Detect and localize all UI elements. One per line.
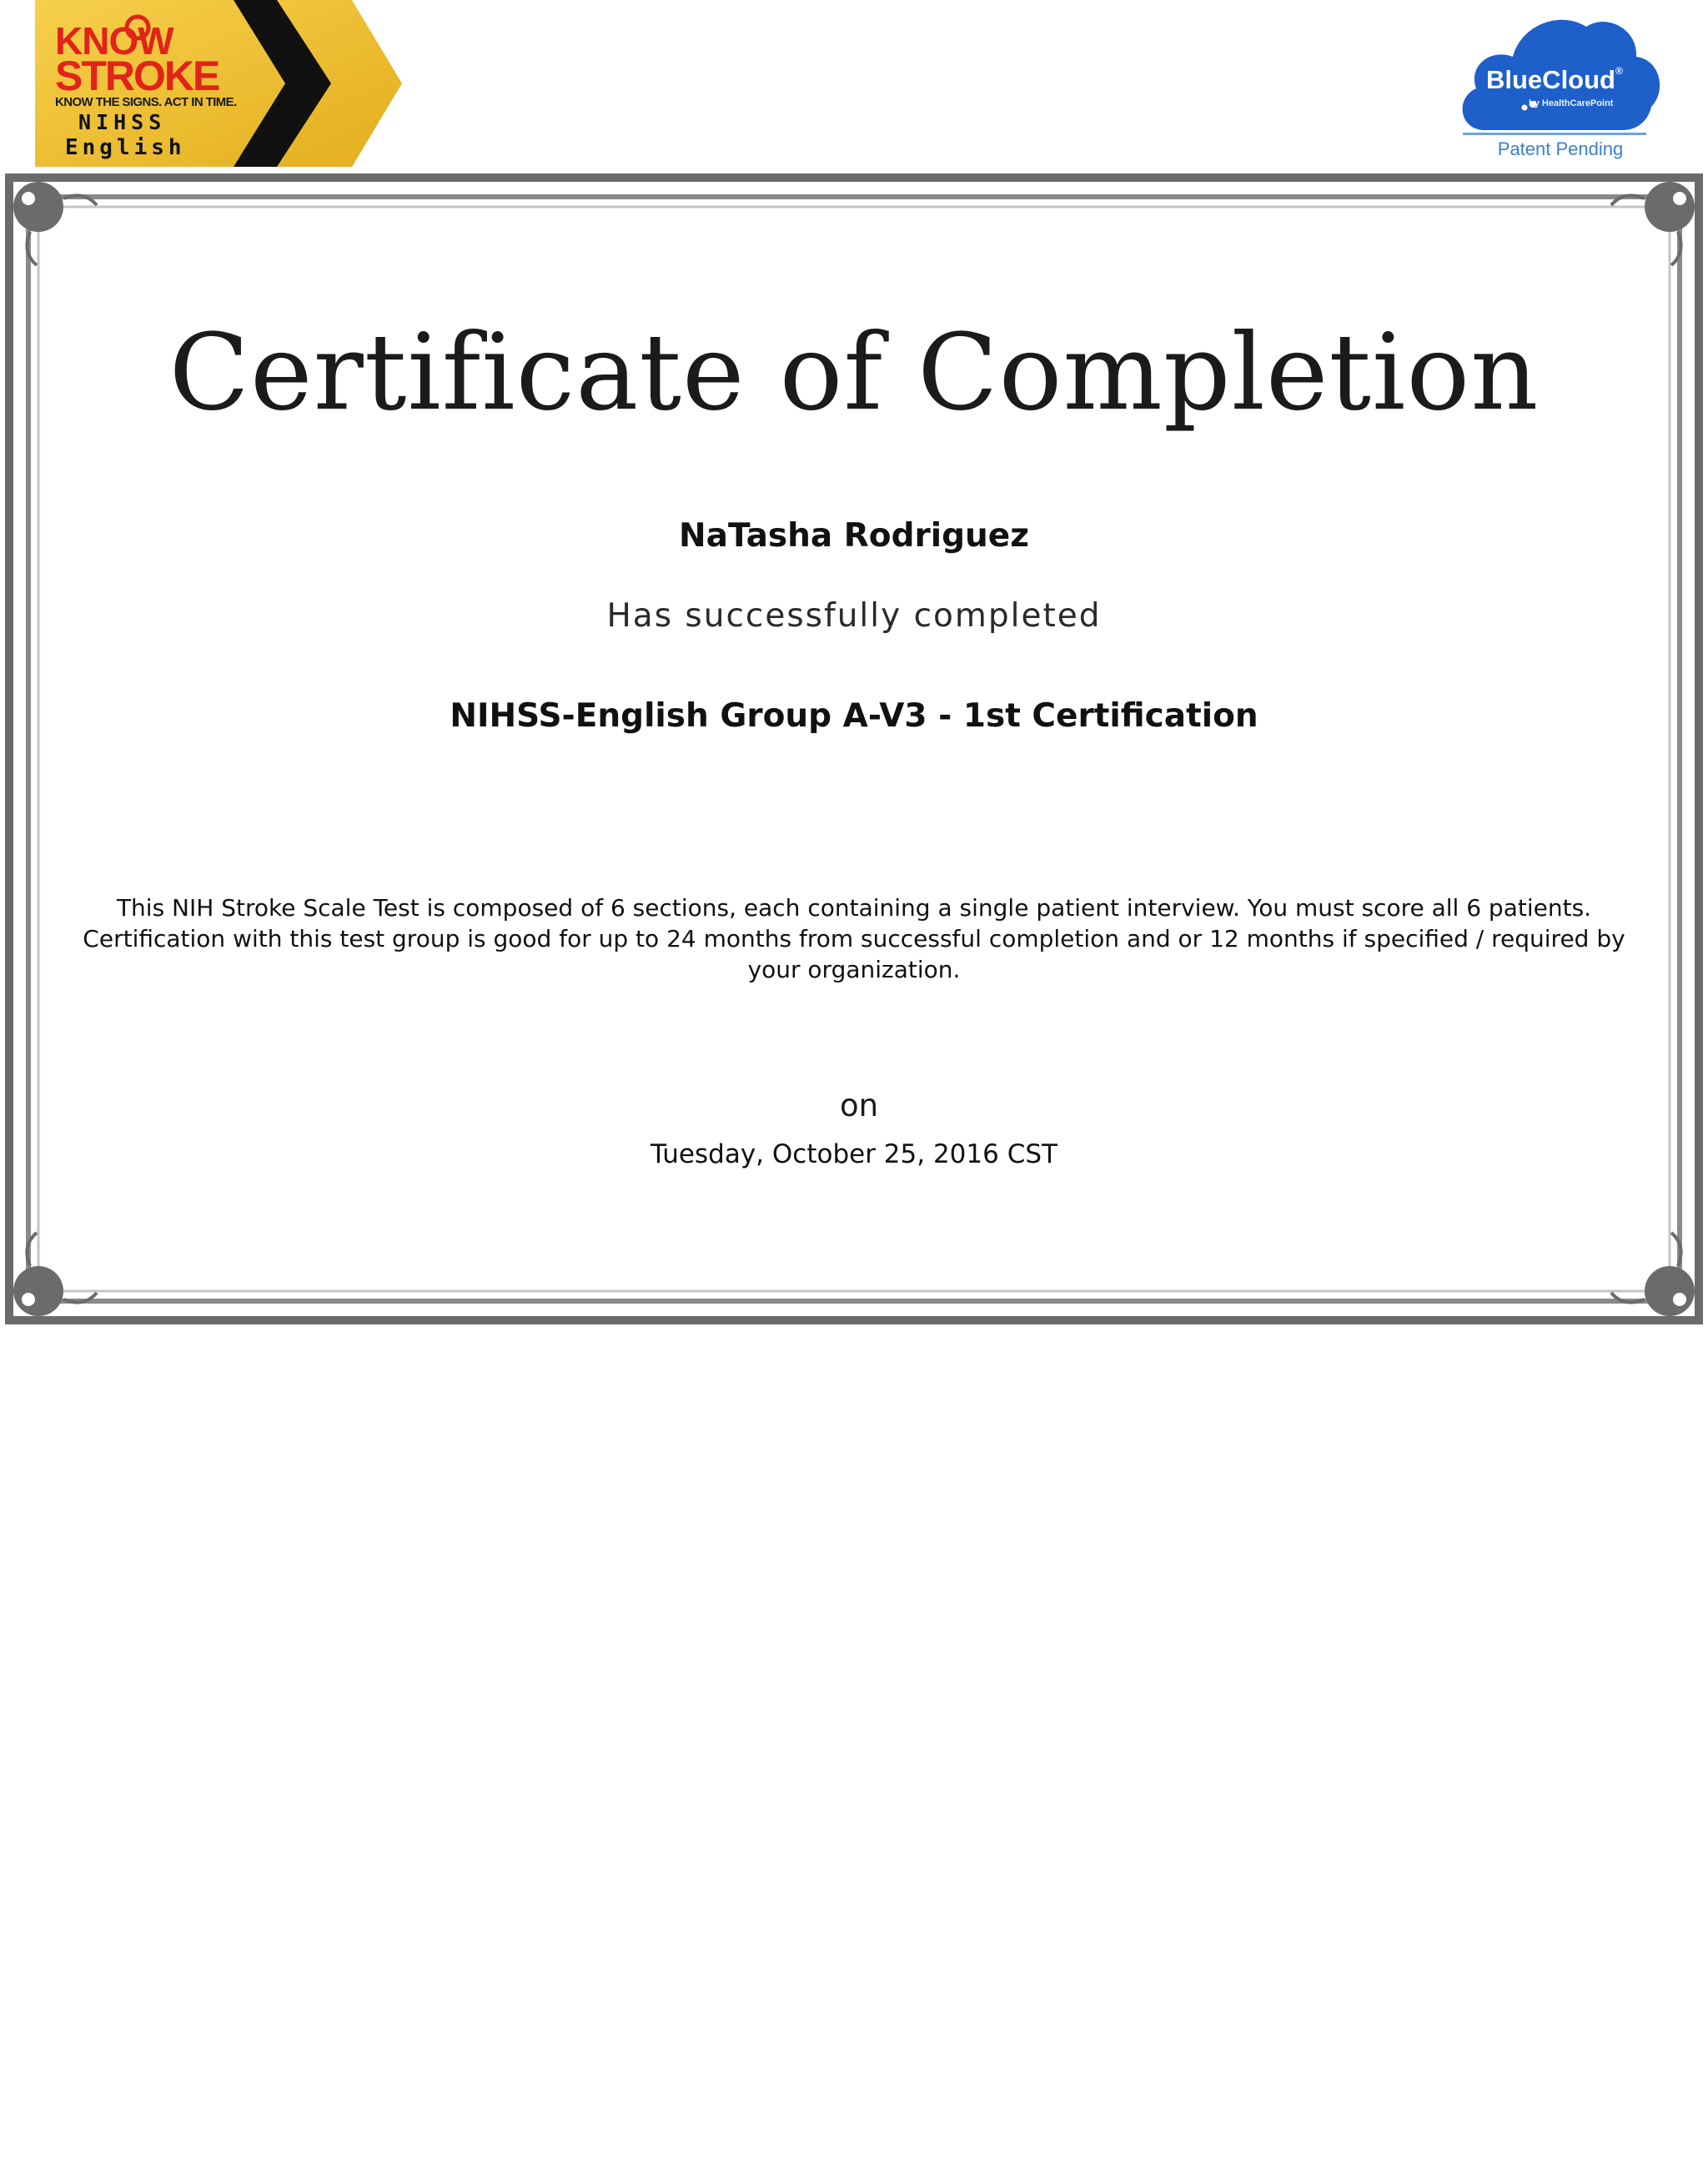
logo-stroke-text: STROKE bbox=[55, 53, 219, 99]
completion-date: Tuesday, October 25, 2016 CST bbox=[651, 1139, 1057, 1169]
logo-nihss-text: NIHSS bbox=[78, 110, 167, 134]
know-stroke-logo bbox=[35, 0, 402, 167]
bluecloud-logo bbox=[1451, 5, 1668, 163]
on-label: on bbox=[839, 1088, 879, 1123]
course-name: NIHSS-English Group A-V3 - 1st Certification bbox=[450, 697, 1258, 735]
patent-pending-text: Patent Pending bbox=[1497, 138, 1624, 159]
logo-know-text: KNOW bbox=[55, 19, 173, 63]
logo-english-text: English bbox=[65, 135, 186, 160]
bluecloud-title: BlueCloud® bbox=[1486, 65, 1623, 94]
bluecloud-byline: by HealthCarePoint bbox=[1529, 98, 1614, 108]
certificate-title: Certificate of Completion bbox=[168, 311, 1540, 434]
recipient-name: NaTasha Rodriguez bbox=[679, 517, 1029, 555]
registered-mark: ® bbox=[1615, 65, 1623, 77]
logo-tagline: KNOW THE SIGNS. ACT IN TIME. bbox=[55, 95, 237, 109]
logo-divider bbox=[1451, 132, 1670, 137]
completed-text: Has successfully completed bbox=[606, 597, 1102, 635]
certificate-description: This NIH Stroke Scale Test is composed of 6 sections, each containing a single patient interview. You must score all 6 patients. Certification with this test group is good for up to 24 months from successful completion and or 12 months if specified / required by your organization. bbox=[83, 894, 1625, 983]
